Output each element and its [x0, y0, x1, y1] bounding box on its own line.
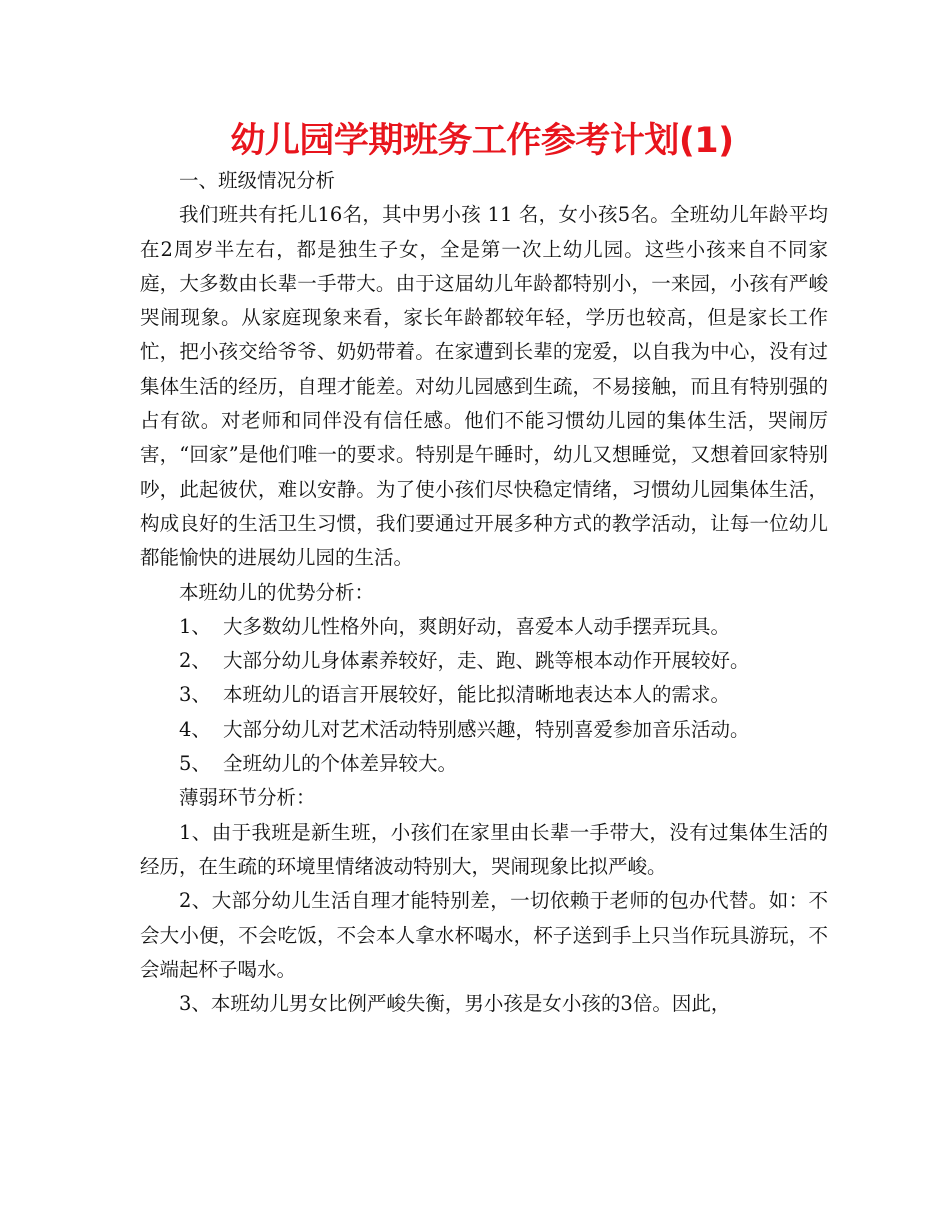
advantages-heading: 本班幼儿的优势分析：	[179, 580, 375, 604]
list-item-number: 2、	[179, 649, 211, 673]
weakness-paragraph-1: 1、由于我班是新生班，小孩们在家里由长辈一手带大，没有过集体生活的经历，在生疏的环境里情绪波动特别大，哭闹现象比拟严峻。	[140, 820, 828, 878]
list-item-number: 5、	[179, 752, 211, 776]
weakness-heading: 薄弱环节分析：	[179, 786, 316, 810]
list-item-number: 3、	[179, 683, 211, 707]
section-heading-class-analysis: 一、班级情况分析	[179, 169, 336, 192]
document-title: 幼儿园学期班务工作参考计划(1)	[230, 121, 734, 161]
document-body	[140, 164, 828, 1021]
list-item	[140, 713, 828, 747]
list-item-number: 4、	[179, 717, 211, 741]
weakness-paragraph-2: 2、大部分幼儿生活自理才能特别差，一切依赖于老师的包办代替。如：不会大小便，不会吃饭，不会本人拿水杯喝水，杯子送到手上只当作玩具游玩，不会端起杯子喝水。	[140, 889, 828, 981]
list-item	[140, 678, 828, 712]
list-item-text: 大部分幼儿对艺术活动特别感兴趣，特别喜爱参加音乐活动。	[223, 717, 750, 741]
document-page	[140, 118, 828, 1021]
list-item	[140, 747, 828, 781]
list-item-text: 全班幼儿的个体差异较大。	[223, 752, 458, 776]
list-item-text: 本班幼儿的语言开展较好，能比拟清晰地表达本人的需求。	[223, 683, 731, 707]
list-item-text: 大多数幼儿性格外向，爽朗好动，喜爱本人动手摆弄玩具。	[223, 614, 731, 638]
weakness-paragraph-3: 3、本班幼儿男女比例严峻失衡，男小孩是女小孩的3倍。因此，	[179, 992, 731, 1016]
list-item	[140, 610, 828, 644]
advantages-list	[140, 610, 828, 781]
list-item	[140, 644, 828, 678]
list-item-text: 大部分幼儿身体素养较好，走、跑、跳等根本动作开展较好。	[223, 649, 750, 673]
list-item-number: 1、	[179, 614, 211, 638]
intro-paragraph: 我们班共有托儿16名，其中男小孩 11 名，女小孩5名。全班幼儿年龄平均在2周岁半左右，都是独生子女，全是第一次上幼儿园。这些小孩来自不同家庭，大多数由长辈一手带大。由于这届幼儿年龄都特别小，一来园，小孩有严峻哭闹现象。从家庭现象来看，家长年龄都较年轻，学历也较高，但是家长工作忙，把小孩交给爷爷、奶奶带着。在家遭到长辈的宠爱，以自我为中心，没有过集体生活的经历，自理才能差。对幼儿园感到生疏，不易接触，而且有特别强的占有欲。对老师和同伴没有信任感。他们不能习惯幼儿园的集体生活，哭闹厉害，“回家”是他们唯一的要求。特别是午睡时，幼儿又想睡觉，又想着回家特别吵，此起彼伏，难以安静。为了使小孩们尽快稳定情绪，习惯幼儿园集体生活，构成良好的生活卫生习惯，我们要通过开展多种方式的教学活动，让每一位幼儿都能愉快的进展幼儿园的生活。	[140, 203, 828, 570]
